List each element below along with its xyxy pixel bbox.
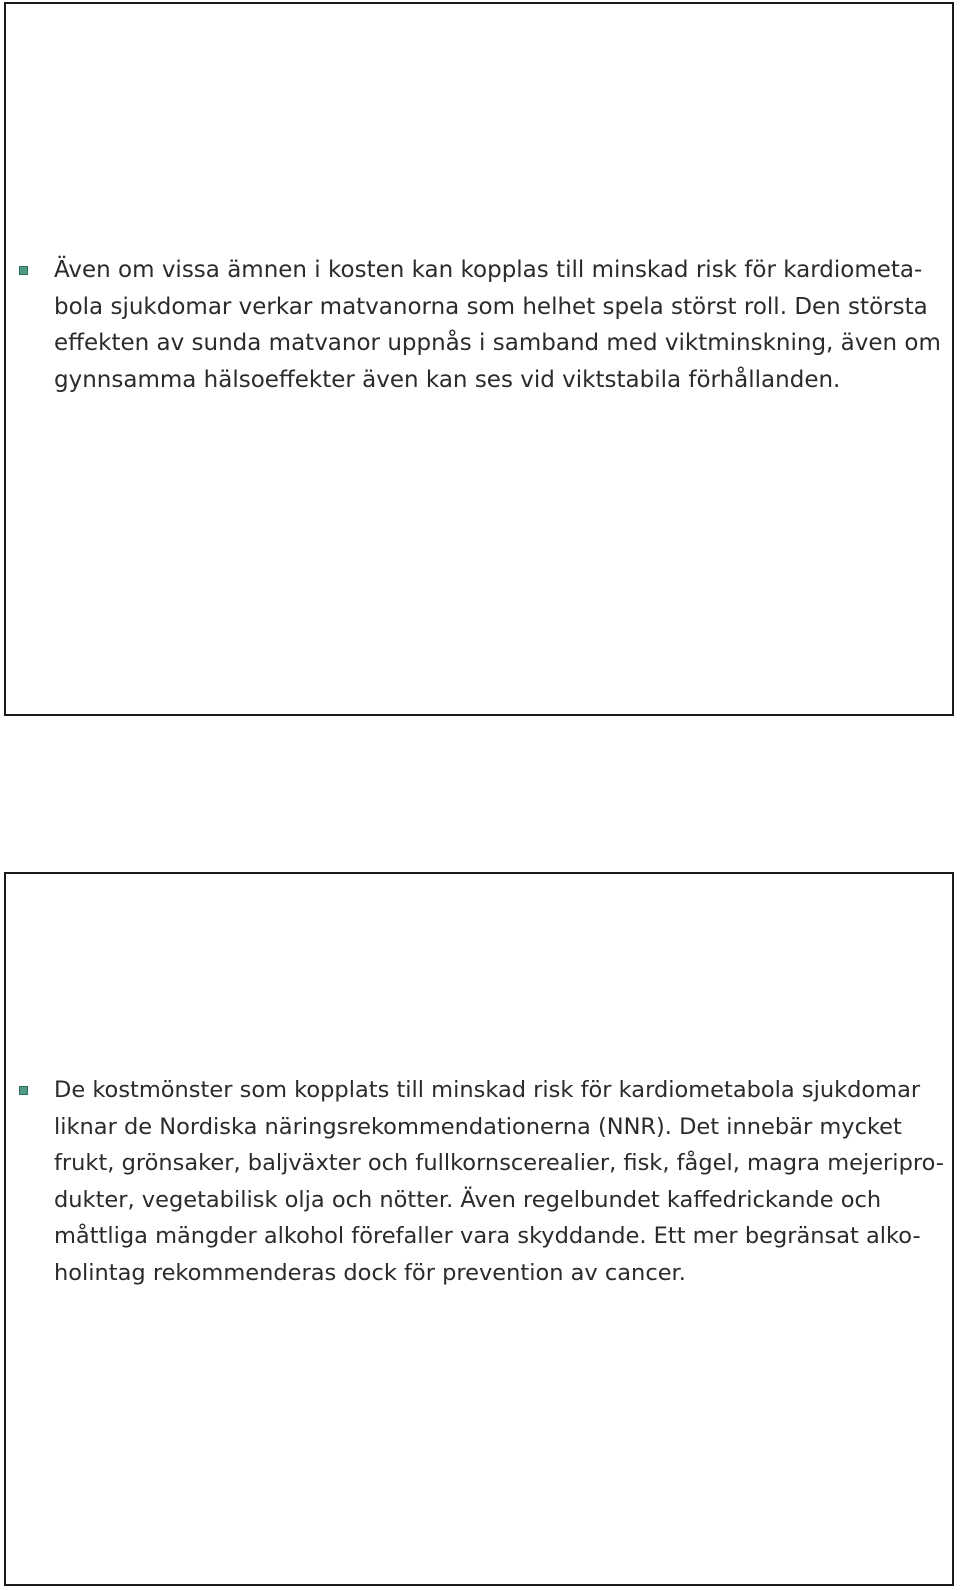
slide-1 — [4, 2, 954, 716]
bullet-item — [19, 1072, 944, 1291]
slide-2 — [4, 872, 954, 1586]
bullet-square-icon — [19, 266, 28, 275]
bullet-square-icon — [19, 1086, 28, 1095]
bullet-text: Även om vissa ämnen i kosten kan kopplas till minskad risk för kardiometa- bola sjukdomar verkar matvanorna som helhet spela störst roll. Den största effekten av sunda matvanor uppnås i samband med viktminskning, även om gynnsamma hälsoeffekter även kan ses vid viktstabila förhållanden. — [54, 257, 941, 393]
bullet-item — [19, 252, 944, 398]
bullet-text: De kostmönster som kopplats till minskad risk för kardiometabola sjukdomar liknar de Nordiska näringsrekommendationerna (NNR). Det innebär mycket frukt, grönsaker, baljväxter och fullkornscerealier, fisk, fågel, magra mejeripro- dukter, vegetabilisk olja och nötter. Även regelbundet kaffedrickande och måttliga mängder alkohol förefaller vara skyddande. Ett mer begränsat alko- holintag rekommenderas dock för prevention av cancer. — [54, 1077, 944, 1286]
